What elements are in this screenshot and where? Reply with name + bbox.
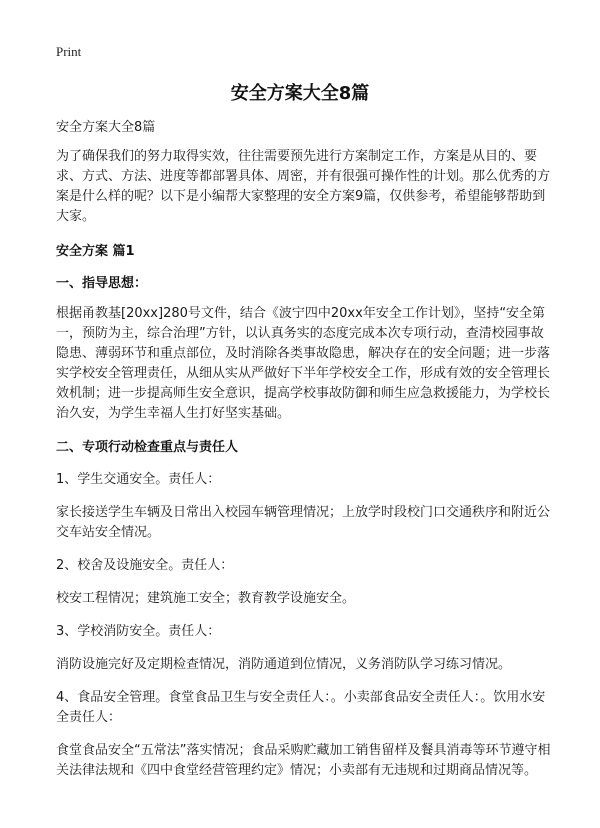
item-building-title: 2、校舍及设施安全。责任人：	[56, 558, 234, 573]
intro-paragraph: 为了确保我们的努力取得实效，往往需要预先进行方案制定工作，方案是从目的、要求、方式、方法、进度等都部署具体、周密，并有很强可操作性的计划。那么优秀的方案是什么样的呢？以下是小编帮大家整理的安全方案9篇，仅供参考，希望能够帮助到大家。	[56, 149, 551, 224]
item-food-title: 4、食品安全管理。食堂食品卫生与安全责任人：。小卖部食品安全责任人：。饮用水安全责任人：	[56, 690, 546, 725]
section-title: 安全方案 篇1	[56, 244, 135, 259]
subtitle: 安全方案大全8篇	[56, 120, 156, 135]
item-traffic-text: 家长接送学生车辆及日常出入校园车辆管理情况；上放学时段校门口交通秩序和附近公交车站安全情况。	[56, 505, 551, 540]
item-fire-text: 消防设施完好及定期检查情况，消防通道到位情况，义务消防队学习练习情况。	[56, 657, 512, 672]
print-link[interactable]: Print	[56, 44, 82, 59]
item-traffic-title: 1、学生交通安全。责任人：	[56, 472, 221, 487]
item-food-text: 食堂食品安全“五常法”落实情况；食品采购贮藏加工销售留样及餐具消毒等环节遵守相关法律法规和《四中食堂经营管理约定》情况；小卖部有无违规和过期商品情况等。	[56, 743, 551, 778]
item-fire-title: 3、学校消防安全。责任人：	[56, 624, 221, 639]
document-content	[56, 118, 556, 781]
document-title: 安全方案大全8篇	[230, 83, 370, 104]
item-building-text: 校安工程情况；建筑施工安全；教育教学设施安全。	[56, 591, 356, 606]
heading-guiding-thought: 一、指导思想：	[56, 276, 148, 291]
guiding-thought-paragraph: 根据甬教基[20xx]280号文件，结合《波宁四中20xx年安全工作计划》，坚持“安全第一，预防为主，综合治理”方针，以认真务实的态度完成本次专项行动，查清校园事故隐患、薄弱环节和重点部位，及时消除各类事故隐患，解决存在的安全问题；进一步落实学校安全管理责任，从细从实从严做好下半年学校安全工作，形成有效的安全管理长效机制；进一步提高师生安全意识，提高学校事故防御和师生应急救援能力，为学校长治久安，为学生幸福人生打好坚实基础。	[56, 306, 551, 421]
heading-inspection-focus: 二、专项行动检查重点与责任人	[56, 440, 239, 455]
